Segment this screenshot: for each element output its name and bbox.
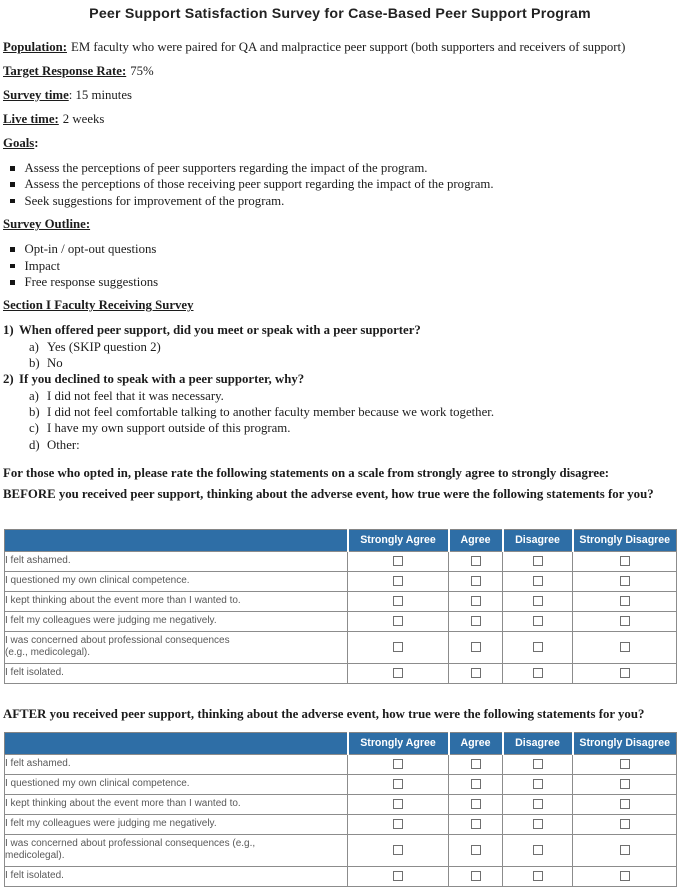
table-caption-after: AFTER you received peer support, thinking about the adverse event, how true were the following statements for you? bbox=[3, 706, 645, 721]
option-text: No bbox=[47, 356, 63, 371]
list-item bbox=[3, 160, 677, 176]
checkbox-cell bbox=[573, 591, 677, 611]
table-row bbox=[5, 631, 677, 663]
option-letter: d) bbox=[29, 437, 40, 452]
checkbox-unchecked-icon[interactable] bbox=[620, 556, 630, 566]
table-row bbox=[5, 754, 677, 774]
checkbox-unchecked-icon[interactable] bbox=[393, 668, 403, 678]
checkbox-unchecked-icon[interactable] bbox=[393, 556, 403, 566]
checkbox-cell bbox=[503, 551, 573, 571]
table-header-row bbox=[5, 529, 677, 551]
checkbox-unchecked-icon[interactable] bbox=[533, 845, 543, 855]
checkbox-unchecked-icon[interactable] bbox=[620, 799, 630, 809]
list-item-text: Assess the perceptions of peer supporters regarding the impact of the program. bbox=[24, 161, 428, 175]
checkbox-cell bbox=[449, 551, 503, 571]
checkbox-unchecked-icon[interactable] bbox=[620, 871, 630, 881]
checkbox-cell bbox=[348, 814, 449, 834]
question-option bbox=[3, 388, 677, 404]
table-caption-before: BEFORE you received peer support, thinking about the adverse event, how true were the following statements for you? bbox=[3, 486, 654, 501]
table-row bbox=[5, 814, 677, 834]
field-label: Live time: bbox=[3, 112, 59, 126]
option-text: I have my own support outside of this program. bbox=[47, 421, 291, 436]
checkbox-unchecked-icon[interactable] bbox=[533, 668, 543, 678]
bullet-square-icon bbox=[10, 182, 15, 187]
checkbox-cell bbox=[503, 754, 573, 774]
question-1 bbox=[3, 322, 677, 338]
checkbox-cell bbox=[573, 663, 677, 683]
survey-instructions: For those who opted in, please rate the following statements on a scale from strongly agree to strongly disagree: bbox=[3, 465, 610, 480]
option-letter: b) bbox=[29, 356, 40, 371]
checkbox-unchecked-icon[interactable] bbox=[533, 576, 543, 586]
checkbox-cell bbox=[503, 591, 573, 611]
statement-cell: I kept thinking about the event more than I wanted to. bbox=[5, 591, 348, 611]
checkbox-cell bbox=[503, 774, 573, 794]
checkbox-cell bbox=[503, 866, 573, 886]
column-header-agree: Agree bbox=[449, 732, 503, 754]
rating-table-after bbox=[4, 732, 677, 887]
bullet-square-icon bbox=[10, 280, 15, 285]
checkbox-cell bbox=[449, 591, 503, 611]
checkbox-cell bbox=[449, 754, 503, 774]
checkbox-cell bbox=[449, 794, 503, 814]
checkbox-cell bbox=[449, 611, 503, 631]
list-item-text: Assess the perceptions of those receiving peer support regarding the impact of the program. bbox=[24, 177, 494, 192]
statement-cell: I felt ashamed. bbox=[5, 551, 348, 571]
question-option bbox=[3, 339, 677, 355]
checkbox-unchecked-icon[interactable] bbox=[471, 845, 481, 855]
field-label: Population: bbox=[3, 40, 67, 54]
checkbox-cell bbox=[348, 571, 449, 591]
statement-cell: I felt my colleagues were judging me negatively. bbox=[5, 814, 348, 834]
checkbox-unchecked-icon[interactable] bbox=[620, 642, 630, 652]
checkbox-cell bbox=[503, 814, 573, 834]
column-header-strongly-agree: Strongly Agree bbox=[348, 529, 449, 551]
column-header-strongly-disagree: Strongly Disagree bbox=[573, 732, 677, 754]
checkbox-cell bbox=[348, 754, 449, 774]
checkbox-unchecked-icon[interactable] bbox=[620, 759, 630, 769]
question-2 bbox=[3, 371, 677, 387]
option-text: I did not feel that it was necessary. bbox=[47, 388, 224, 403]
checkbox-cell bbox=[573, 631, 677, 663]
checkbox-unchecked-icon[interactable] bbox=[533, 616, 543, 626]
statement-cell: I felt isolated. bbox=[5, 866, 348, 886]
question-option bbox=[3, 355, 677, 371]
checkbox-cell bbox=[573, 814, 677, 834]
option-letter: b) bbox=[29, 404, 40, 419]
option-text: I did not feel comfortable talking to another faculty member because we work together. bbox=[47, 404, 495, 419]
checkbox-cell bbox=[348, 663, 449, 683]
field-value: 75% bbox=[130, 64, 154, 78]
field-value: : 15 minutes bbox=[68, 88, 133, 102]
list-item bbox=[3, 258, 677, 274]
checkbox-cell bbox=[503, 571, 573, 591]
checkbox-unchecked-icon[interactable] bbox=[471, 799, 481, 809]
question-text: When offered peer support, did you meet or speak with a peer supporter? bbox=[19, 323, 421, 338]
survey-outline-heading: Survey Outline: bbox=[3, 217, 91, 232]
question-option bbox=[3, 437, 677, 453]
table-row bbox=[5, 774, 677, 794]
checkbox-unchecked-icon[interactable] bbox=[471, 616, 481, 626]
checkbox-unchecked-icon[interactable] bbox=[471, 759, 481, 769]
checkbox-cell bbox=[348, 611, 449, 631]
option-letter: a) bbox=[29, 339, 39, 354]
checkbox-cell bbox=[348, 631, 449, 663]
question-text: If you declined to speak with a peer supporter, why? bbox=[19, 372, 305, 387]
checkbox-unchecked-icon[interactable] bbox=[620, 576, 630, 586]
list-item bbox=[3, 193, 677, 209]
question-option bbox=[3, 420, 677, 436]
checkbox-cell bbox=[503, 611, 573, 631]
checkbox-unchecked-icon[interactable] bbox=[471, 668, 481, 678]
column-header-strongly-disagree: Strongly Disagree bbox=[573, 529, 677, 551]
table-row bbox=[5, 663, 677, 683]
question-option bbox=[3, 404, 677, 420]
column-header-agree: Agree bbox=[449, 529, 503, 551]
checkbox-cell bbox=[449, 571, 503, 591]
checkbox-unchecked-icon[interactable] bbox=[393, 819, 403, 829]
question-number: 2) bbox=[3, 372, 14, 387]
rating-table-before bbox=[4, 529, 677, 684]
statement-cell: I felt my colleagues were judging me negatively. bbox=[5, 611, 348, 631]
checkbox-unchecked-icon[interactable] bbox=[393, 576, 403, 586]
option-text: Other: bbox=[47, 437, 80, 452]
table-row bbox=[5, 794, 677, 814]
list-item-text: Opt-in / opt-out questions bbox=[24, 242, 157, 257]
survey-outline-list bbox=[3, 241, 677, 290]
goals-list bbox=[3, 160, 677, 209]
page-title: Peer Support Satisfaction Survey for Case-Based Peer Support Program bbox=[89, 6, 591, 22]
checkbox-unchecked-icon[interactable] bbox=[620, 668, 630, 678]
column-header-strongly-agree: Strongly Agree bbox=[348, 732, 449, 754]
checkbox-cell bbox=[449, 866, 503, 886]
list-item bbox=[3, 274, 677, 290]
list-item-text: Free response suggestions bbox=[24, 275, 159, 290]
checkbox-unchecked-icon[interactable] bbox=[393, 799, 403, 809]
field-live-time bbox=[3, 113, 677, 126]
statement-cell: I kept thinking about the event more than I wanted to. bbox=[5, 794, 348, 814]
checkbox-unchecked-icon[interactable] bbox=[471, 642, 481, 652]
checkbox-cell bbox=[449, 774, 503, 794]
list-item bbox=[3, 241, 677, 257]
statement-cell: I questioned my own clinical competence. bbox=[5, 774, 348, 794]
checkbox-unchecked-icon[interactable] bbox=[393, 871, 403, 881]
checkbox-cell bbox=[449, 631, 503, 663]
table-row bbox=[5, 866, 677, 886]
checkbox-unchecked-icon[interactable] bbox=[471, 871, 481, 881]
checkbox-unchecked-icon[interactable] bbox=[533, 642, 543, 652]
checkbox-cell bbox=[348, 551, 449, 571]
list-item-text: Impact bbox=[24, 258, 61, 273]
section-heading: Section I Faculty Receiving Survey bbox=[3, 298, 194, 313]
checkbox-cell bbox=[503, 631, 573, 663]
question-number: 1) bbox=[3, 323, 14, 338]
statement-cell: I was concerned about professional consequences (e.g., medicolegal). bbox=[5, 631, 348, 663]
bullet-square-icon bbox=[10, 264, 15, 269]
checkbox-unchecked-icon[interactable] bbox=[471, 556, 481, 566]
table-row bbox=[5, 611, 677, 631]
checkbox-unchecked-icon[interactable] bbox=[393, 845, 403, 855]
checkbox-unchecked-icon[interactable] bbox=[533, 819, 543, 829]
checkbox-cell bbox=[449, 663, 503, 683]
table-header-row bbox=[5, 732, 677, 754]
statement-cell: I felt ashamed. bbox=[5, 754, 348, 774]
checkbox-cell bbox=[573, 571, 677, 591]
checkbox-unchecked-icon[interactable] bbox=[471, 779, 481, 789]
checkbox-unchecked-icon[interactable] bbox=[533, 799, 543, 809]
option-text: Yes (SKIP question 2) bbox=[47, 339, 161, 354]
option-letter: a) bbox=[29, 388, 39, 403]
field-label: Survey time bbox=[3, 88, 69, 102]
checkbox-unchecked-icon[interactable] bbox=[620, 819, 630, 829]
list-item bbox=[3, 176, 677, 192]
checkbox-cell bbox=[348, 794, 449, 814]
checkbox-unchecked-icon[interactable] bbox=[393, 616, 403, 626]
checkbox-unchecked-icon[interactable] bbox=[533, 556, 543, 566]
statement-cell: I was concerned about professional consequences (e.g., medicolegal). bbox=[5, 834, 348, 866]
table-row bbox=[5, 551, 677, 571]
statement-cell: I questioned my own clinical competence. bbox=[5, 571, 348, 591]
bullet-square-icon bbox=[10, 166, 15, 171]
checkbox-cell bbox=[449, 814, 503, 834]
checkbox-cell bbox=[573, 866, 677, 886]
goals-heading: Goals: bbox=[3, 136, 39, 150]
checkbox-cell bbox=[348, 591, 449, 611]
checkbox-unchecked-icon[interactable] bbox=[533, 759, 543, 769]
checkbox-unchecked-icon[interactable] bbox=[393, 642, 403, 652]
field-value: 2 weeks bbox=[62, 112, 105, 126]
question-block bbox=[3, 322, 677, 452]
checkbox-unchecked-icon[interactable] bbox=[620, 779, 630, 789]
checkbox-unchecked-icon[interactable] bbox=[393, 779, 403, 789]
table-row bbox=[5, 571, 677, 591]
checkbox-unchecked-icon[interactable] bbox=[533, 779, 543, 789]
field-survey-time bbox=[3, 89, 677, 102]
bullet-square-icon bbox=[10, 247, 15, 252]
checkbox-unchecked-icon[interactable] bbox=[533, 871, 543, 881]
checkbox-cell bbox=[449, 834, 503, 866]
checkbox-unchecked-icon[interactable] bbox=[471, 576, 481, 586]
checkbox-unchecked-icon[interactable] bbox=[393, 759, 403, 769]
bullet-square-icon bbox=[10, 199, 15, 204]
checkbox-cell bbox=[503, 794, 573, 814]
statement-column-header bbox=[5, 529, 348, 551]
statement-column-header bbox=[5, 732, 348, 754]
column-header-disagree: Disagree bbox=[503, 529, 573, 551]
table-row bbox=[5, 591, 677, 611]
checkbox-unchecked-icon[interactable] bbox=[471, 596, 481, 606]
checkbox-cell bbox=[503, 834, 573, 866]
column-header-disagree: Disagree bbox=[503, 732, 573, 754]
list-item-text: Seek suggestions for improvement of the program. bbox=[24, 193, 285, 208]
field-label: Target Response Rate: bbox=[3, 64, 127, 78]
checkbox-cell bbox=[348, 866, 449, 886]
checkbox-unchecked-icon[interactable] bbox=[620, 616, 630, 626]
checkbox-unchecked-icon[interactable] bbox=[393, 596, 403, 606]
table-row bbox=[5, 834, 677, 866]
checkbox-cell bbox=[573, 794, 677, 814]
checkbox-cell bbox=[348, 834, 449, 866]
checkbox-cell bbox=[573, 611, 677, 631]
option-letter: c) bbox=[29, 421, 39, 436]
statement-cell: I felt isolated. bbox=[5, 663, 348, 683]
checkbox-cell bbox=[573, 551, 677, 571]
field-population bbox=[3, 41, 677, 54]
checkbox-unchecked-icon[interactable] bbox=[471, 819, 481, 829]
checkbox-cell bbox=[503, 663, 573, 683]
checkbox-unchecked-icon[interactable] bbox=[620, 845, 630, 855]
field-target-response-rate bbox=[3, 65, 677, 78]
checkbox-cell bbox=[348, 774, 449, 794]
checkbox-unchecked-icon[interactable] bbox=[533, 596, 543, 606]
checkbox-unchecked-icon[interactable] bbox=[620, 596, 630, 606]
checkbox-cell bbox=[573, 754, 677, 774]
field-value: EM faculty who were paired for QA and malpractice peer support (both supporters and receivers of support) bbox=[71, 40, 626, 54]
checkbox-cell bbox=[573, 774, 677, 794]
checkbox-cell bbox=[573, 834, 677, 866]
